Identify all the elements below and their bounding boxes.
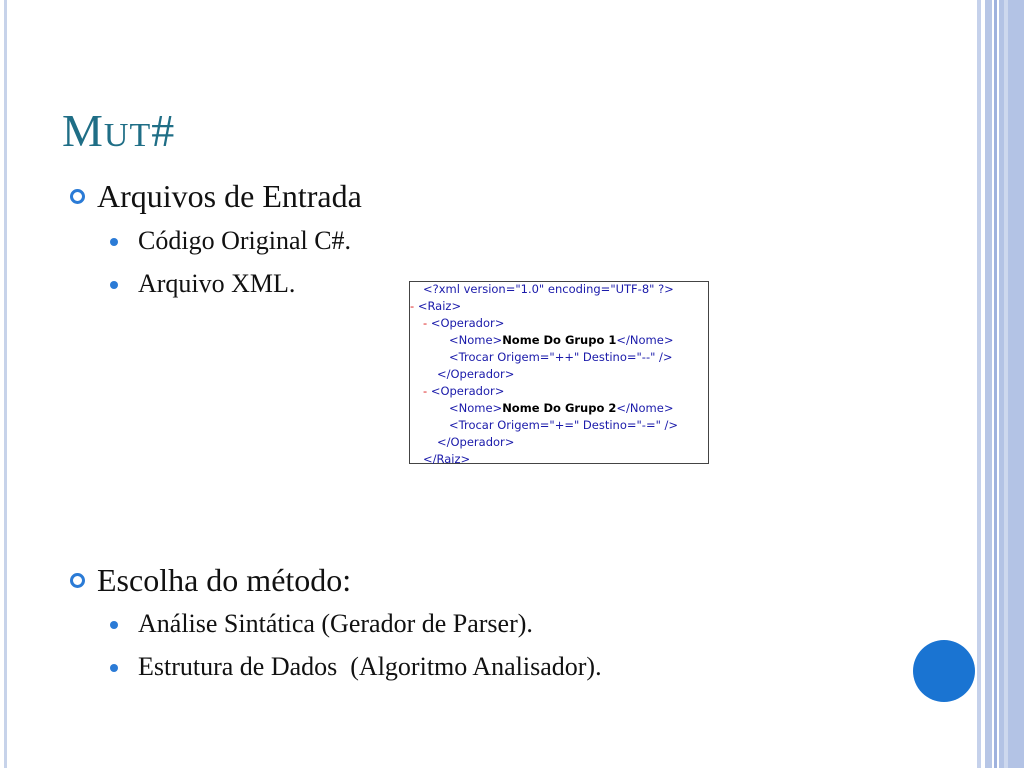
bullet-item: [110, 268, 295, 300]
slide-title: [62, 104, 175, 157]
right-stripe-4: [999, 0, 1024, 768]
xml-nome-line: <Nome>Nome Do Grupo 1</Nome>: [449, 333, 674, 347]
dot-bullet-icon: [110, 238, 118, 246]
ring-bullet-icon: [70, 189, 85, 204]
ring-bullet-icon: [70, 573, 85, 588]
xml-decl-line: <?xml version="1.0" encoding="UTF-8" ?>: [423, 282, 674, 296]
section-heading-text: Arquivos de Entrada: [97, 178, 362, 214]
right-stripe-1: [977, 0, 981, 768]
xml-trocar-line: <Trocar Origem="+=" Destino="-=" />: [449, 418, 679, 432]
title-first-letter: M: [62, 105, 104, 156]
dot-bullet-icon: [110, 664, 118, 672]
title-small-caps: UT: [103, 117, 152, 154]
bullet-text: Arquivo XML.: [138, 269, 296, 298]
left-border-rule: [4, 0, 7, 768]
section-heading-entrada: [70, 176, 362, 216]
xml-trocar-line: <Trocar Origem="++" Destino="--" />: [449, 350, 673, 364]
xml-operador-close-line: </Operador>: [437, 367, 515, 381]
xml-operador-open-line: - <Operador>: [423, 384, 505, 398]
right-stripe-3: [994, 0, 997, 768]
bullet-item: [110, 608, 533, 640]
xml-example-image: [409, 281, 709, 464]
right-stripe-5: [1004, 0, 1008, 768]
section-heading-metodo: [70, 560, 351, 600]
bullet-item: [110, 651, 602, 683]
xml-raiz-close-line: </Raiz>: [423, 452, 471, 466]
xml-operador-open-line: - <Operador>: [423, 316, 505, 330]
bullet-text: Código Original C#.: [138, 226, 352, 255]
right-stripe-2: [985, 0, 992, 768]
decorative-circle: [913, 640, 975, 702]
xml-operador-close-line: </Operador>: [437, 435, 515, 449]
dot-bullet-icon: [110, 621, 118, 629]
bullet-text: Análise Sintática (Gerador de Parser).: [138, 609, 533, 638]
title-hash: #: [151, 105, 176, 156]
xml-nome-line: <Nome>Nome Do Grupo 2</Nome>: [449, 401, 674, 415]
bullet-item: [110, 225, 351, 257]
xml-raiz-open-line: - <Raiz>: [410, 299, 462, 313]
section-heading-text: Escolha do método:: [97, 562, 352, 598]
dot-bullet-icon: [110, 281, 118, 289]
bullet-text: Estrutura de Dados (Algoritmo Analisador).: [138, 652, 602, 681]
